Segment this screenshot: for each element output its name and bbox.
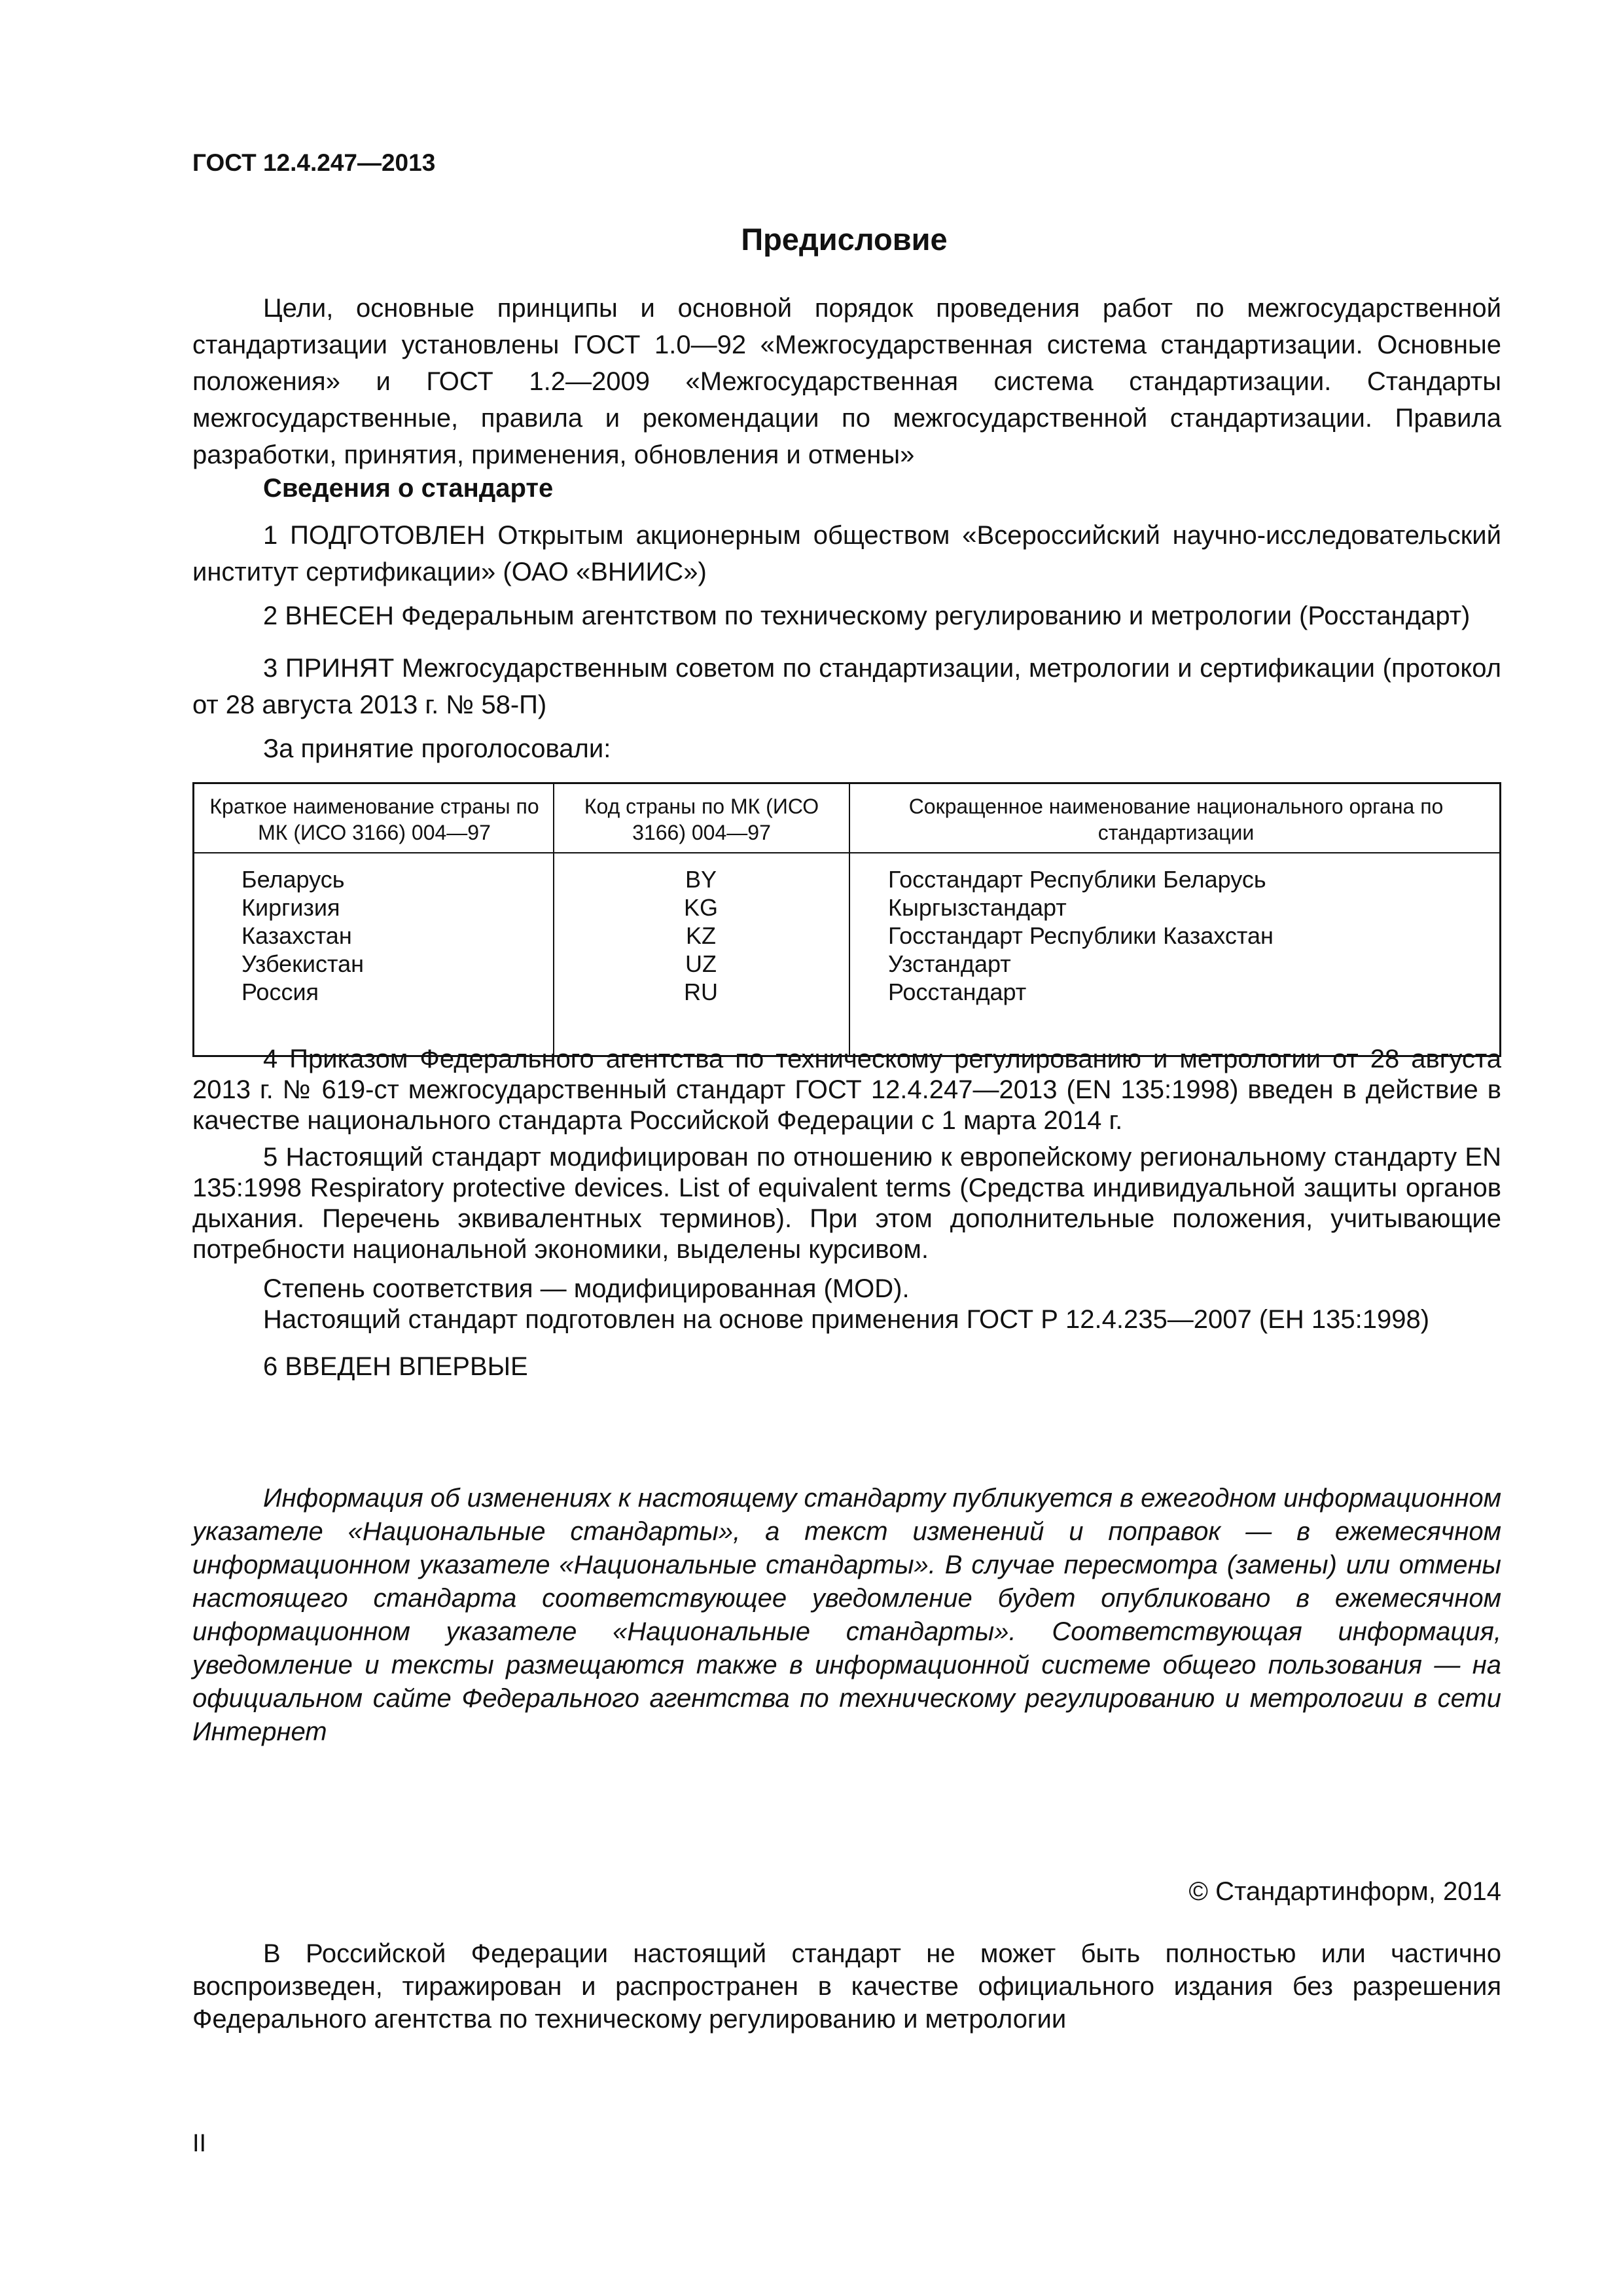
voting-table [192, 782, 1501, 1057]
table-cell-code: RU [684, 978, 718, 1005]
header-divider [194, 852, 1499, 853]
table-cell-code: UZ [685, 950, 717, 977]
section-heading: Сведения о стандарте [263, 474, 554, 503]
table-cell-code: KZ [685, 922, 716, 949]
table-cell-country: Казахстан [241, 922, 352, 949]
table-cell-country: Узбекистан [241, 950, 365, 977]
item-5-degree: Степень соответствия — модифицированная (MOD). [263, 1274, 910, 1303]
table-cell-code: KG [683, 894, 718, 921]
item-2: 2 ВНЕСЕН Федеральным агентством по техническому регулированию и метрологии (Росстандарт) [263, 601, 1471, 630]
table-cell-body: Кыргызстандарт [888, 894, 1067, 921]
table-cell-country: Киргизия [241, 894, 340, 921]
table-cell-body: Госстандарт Республики Казахстан [888, 922, 1274, 949]
item-4: 4 Приказом Федерального агентства по техническому регулированию и метрологии от 28 августа 2013 г. № 619-ст межгосударственный стандарт ГОСТ 12.4.247—2013 (EN 135:1998) введен в действие в качестве национального стандарта Российской Федерации с 1 марта 2014 г. [192, 1045, 1501, 1135]
intro-paragraph: Цели, основные принципы и основной порядок проведения работ по межгосударственной стандартизации установлены ГОСТ 1.0—92 «Межгосударственная система стандартизации. Основные положения» и ГОСТ 1.2—2009 «Межгосударственная система стандартизации. Стандарты межгосударственные, правила и рекомендации по межгосударственной стандартизации. Правила разработки, принятия, применения, обновления и отмены» [192, 294, 1501, 469]
rights-notice: В Российской Федерации настоящий стандарт не может быть полностью или частично воспроизведен, тиражирован и распространен в качестве официального издания без разрешения Федерального агентства по техническому регулированию и метрологии [192, 1939, 1501, 2034]
page-number: II [192, 2130, 207, 2157]
item-5-basis: Настоящий стандарт подготовлен на основе применения ГОСТ Р 12.4.235—2007 (ЕН 135:1998) [263, 1305, 1430, 1334]
column-divider [849, 784, 850, 1055]
item-1: 1 ПОДГОТОВЛЕН Открытым акционерным обществом «Всероссийский научно-исследовательский институт сертификации» (ОАО «ВНИИС») [192, 521, 1501, 586]
table-cell-country: Россия [241, 978, 319, 1005]
item-6: 6 ВВЕДЕН ВПЕРВЫЕ [263, 1352, 528, 1381]
table-header-body: Сокращенное наименование национального органа по стандартизации [908, 795, 1444, 844]
table-cell-body: Росстандарт [888, 978, 1027, 1005]
item-5: 5 Настоящий стандарт модифицирован по отношению к европейскому региональному стандарту EN 135:1998 Respiratory protective devices. List of equivalent terms (Средства индивидуальной защиты органов дыхания. Перечень эквивалентных терминов). При этом дополнительные положения, учитывающие потребности национальной экономики, выделены курсивом. [192, 1143, 1501, 1264]
vote-label: За принятие проголосовали: [263, 734, 611, 763]
table-cell-body: Госстандарт Республики Беларусь [888, 866, 1266, 893]
table-header-country: Краткое наименование страны по МК (ИСО 3166) 004—97 [209, 795, 539, 844]
item-3: 3 ПРИНЯТ Межгосударственным советом по стандартизации, метрологии и сертификации (протокол от 28 августа 2013 г. № 58-П) [192, 654, 1501, 719]
table-cell-code: BY [685, 866, 717, 893]
document-id: ГОСТ 12.4.247—2013 [192, 149, 436, 176]
table-header-code: Код страны по МК (ИСО 3166) 004—97 [584, 795, 819, 844]
table-cell-country: Беларусь [241, 866, 345, 893]
table-cell-body: Узстандарт [888, 950, 1011, 977]
page-title: Предисловие [741, 222, 948, 257]
info-notice: Информация об изменениях к настоящему стандарту публикуется в ежегодном информационном указателе «Национальные стандарты», а текст изменений и поправок — в ежемесячном информационном указателе «Национальные стандарты». В случае пересмотра (замены) или отмены настоящего стандарта соответствующее уведомление будет опубликовано в ежемесячном информационном указателе «Национальные стандарты». Соответствующая информация, уведомление и тексты размещаются также в информационной системе общего пользования — на официальном сайте Федерального агентства по техническому регулированию и метрологии в сети Интернет [192, 1484, 1502, 1746]
copyright: © Стандартинформ, 2014 [1188, 1877, 1501, 1906]
